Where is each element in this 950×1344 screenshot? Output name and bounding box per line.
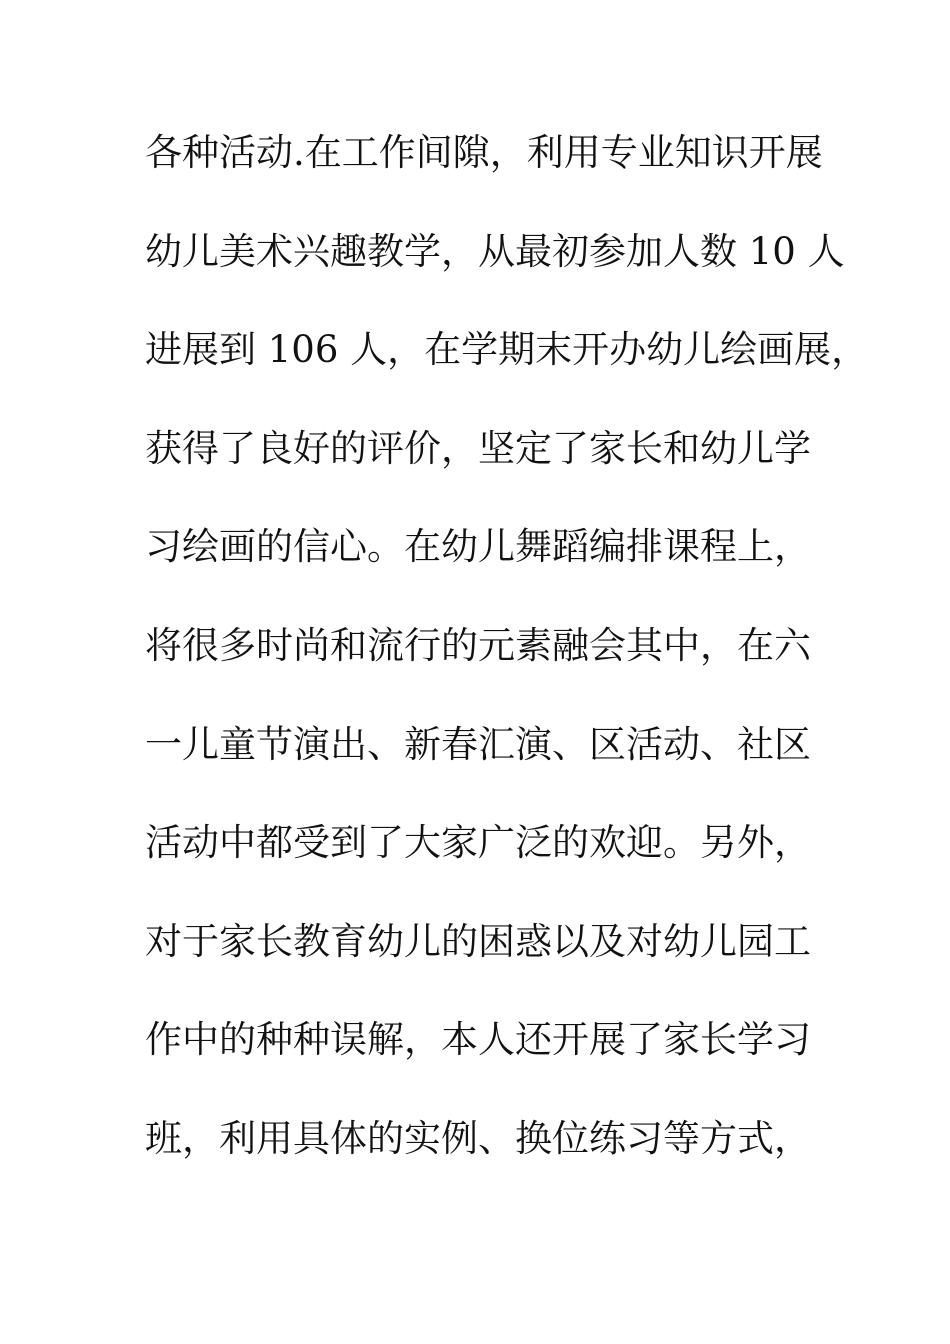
text-line-8: 活动中都受到了大家广泛的欢迎。另外，: [145, 821, 811, 865]
text-line-6: 将很多时尚和流行的元素融会其中，在六: [145, 623, 811, 667]
text-line-10: 作中的种种误解，本人还开展了家长学习: [145, 1018, 811, 1062]
body-text: [145, 124, 869, 1209]
text-line-7: 一儿童节演出、新春汇演、区活动、社区: [145, 722, 811, 766]
text-line-9: 对于家长教育幼儿的困惑以及对幼儿园工: [145, 919, 811, 963]
text-line-5: 习绘画的信心。在幼儿舞蹈编排课程上，: [145, 525, 811, 569]
text-line-11: 班，利用具体的实例、换位练习等方式，: [145, 1116, 811, 1160]
text-line-4: 获得了良好的评价，坚定了家长和幼儿学: [145, 426, 811, 470]
text-line-1: 各种活动.在工作间隙，利用专业知识开展: [145, 131, 823, 174]
text-line-2: 幼儿美术兴趣教学，从最初参加人数 10 人: [145, 229, 845, 273]
text-line-3: 进展到 106 人，在学期末开办幼儿绘画展，: [145, 328, 869, 372]
